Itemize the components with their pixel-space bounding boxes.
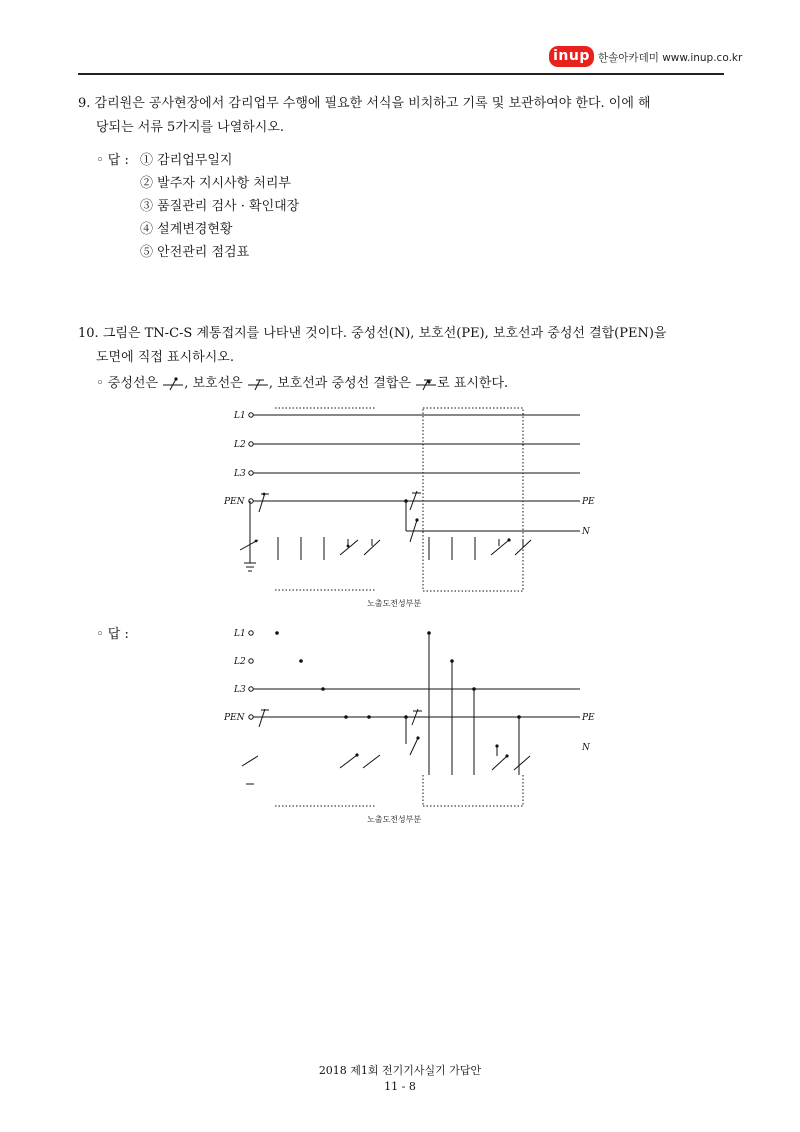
footer-title: 2018 제1회 전기기사실기 가답안: [318, 1064, 482, 1077]
q9-number: 9.: [78, 96, 91, 111]
legend-mid-2: , 보호선과 중성선 결합은: [268, 376, 411, 391]
q9-answer-1: ① 감리업무일지: [140, 153, 233, 168]
answer-diagram-caption: 노출도전성부분: [367, 815, 422, 824]
q10-text-1: 그림은 TN-C-S 계통접지를 나타낸 것이다. 중성선(N), 보호선(PE), 보호선과 중성선 결합(PEN)을: [102, 326, 667, 341]
answer-label-pe: PE: [582, 713, 595, 723]
answer-label-n: N: [582, 743, 590, 753]
label-pe: PE: [582, 497, 595, 507]
answer-label-l2: L2: [234, 657, 246, 667]
q10-number: 10.: [78, 326, 99, 341]
protective-symbol-icon: [247, 376, 269, 392]
q9-text-1: 감리원은 공사현장에서 감리업무 수행에 필요한 서식을 비치하고 기록 및 보관하여야 한다. 이에 해: [94, 96, 651, 111]
q9-line1: [78, 92, 651, 116]
q9-text-2: 당되는 서류 5가지를 나열하시오.: [96, 120, 285, 135]
q10-answer-prefix: ◦ 답 :: [96, 627, 129, 642]
legend-prefix: ◦ 중성선은: [96, 376, 159, 391]
header-rule: [78, 73, 724, 75]
answer-label-l1: L1: [234, 629, 246, 639]
q9-answer-2: ② 발주자 지시사항 처리부: [140, 176, 291, 191]
diagram-caption: 노출도전성부분: [367, 599, 422, 608]
q10-legend: [96, 375, 508, 393]
legend-suffix: 로 표시한다.: [437, 376, 509, 391]
label-l1: L1: [234, 411, 246, 421]
pen-symbol-icon: [415, 376, 437, 392]
label-pen: PEN: [224, 497, 245, 507]
label-l3: L3: [234, 469, 246, 479]
q10-text-2: 도면에 직접 표시하시오.: [96, 350, 234, 365]
answer-label-pen: PEN: [224, 713, 245, 723]
label-l2: L2: [234, 440, 246, 450]
q10-line1: [78, 322, 667, 346]
footer-page-number: 11 - 8: [384, 1080, 416, 1093]
brand-logo: inup: [549, 46, 594, 67]
brand-text: 한솔아카데미 www.inup.co.kr: [598, 52, 743, 64]
q9-answer-prefix: ◦ 답 :: [96, 153, 129, 168]
legend-mid-1: , 보호선은: [184, 376, 243, 391]
tncs-diagram-answer: [220, 620, 610, 835]
answer-label-l3: L3: [234, 685, 246, 695]
neutral-symbol-icon: [162, 376, 184, 392]
q9-answer-5: ⑤ 안전관리 점검표: [140, 245, 250, 260]
q9-answer-4: ④ 설계변경현황: [140, 222, 233, 237]
tncs-diagram-question: [220, 400, 610, 615]
q9-answer-3: ③ 품질관리 검사 · 확인대장: [140, 199, 300, 214]
label-n: N: [582, 527, 590, 537]
